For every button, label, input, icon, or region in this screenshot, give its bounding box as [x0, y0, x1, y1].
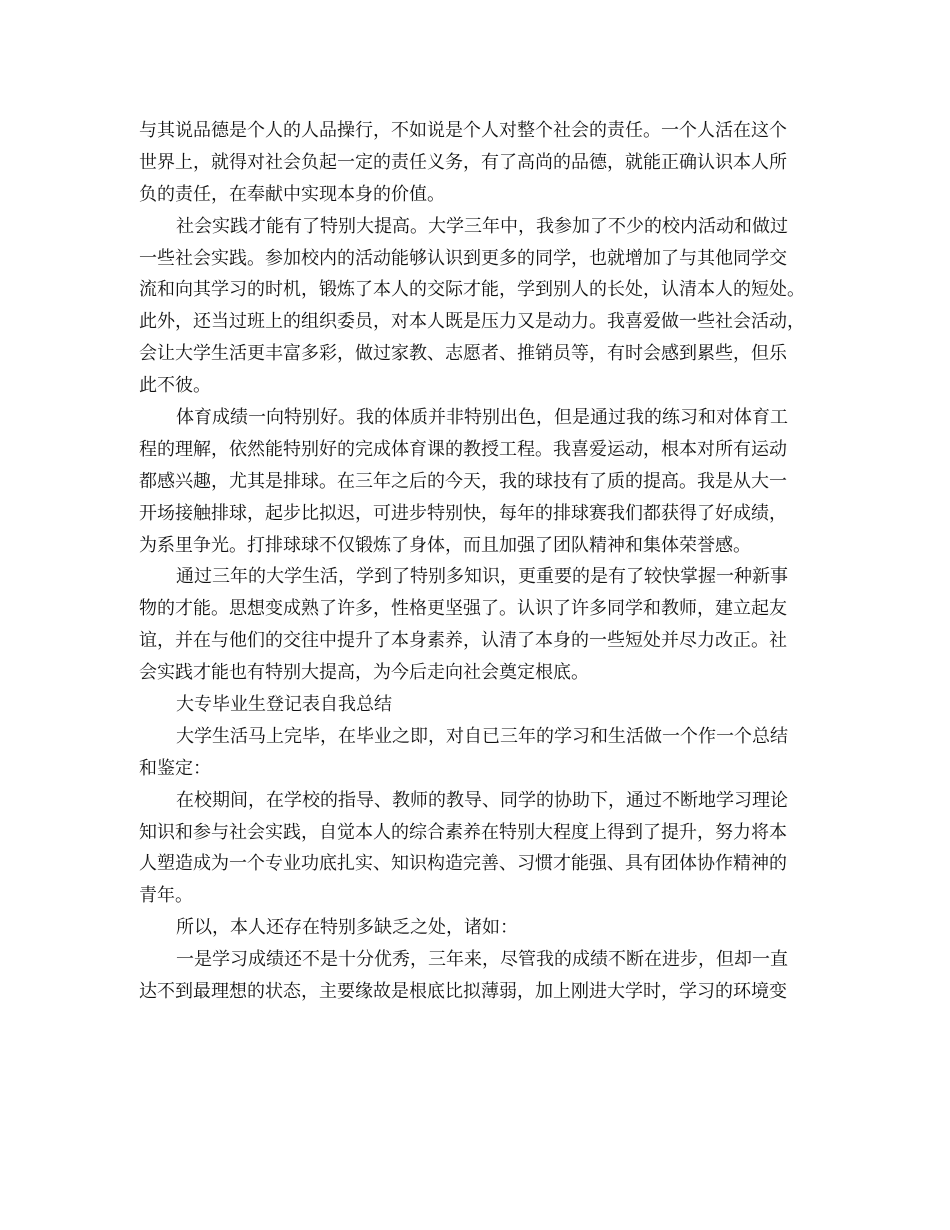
text-line: 流和向其学习的时机，锻炼了本人的交际才能，学到别人的长处，认清本人的短处。 — [139, 279, 805, 301]
text-line: 社会实践才能有了特别大提高。大学三年中，我参加了不少的校内活动和做过 — [176, 215, 788, 237]
text-line: 青年。 — [139, 885, 193, 907]
text-line: 一是学习成绩还不是十分优秀，三年来，尽管我的成绩不断在进步，但却一直 — [176, 949, 788, 971]
text-line: 会实践才能也有特别大提高，为今后走向社会奠定根底。 — [139, 662, 589, 684]
text-line: 为系里争光。打排球球不仅锻炼了身体，而且加强了团队精神和集体荣誉感。 — [139, 534, 751, 556]
text-line: 物的才能。思想变成熟了许多，性格更坚强了。认识了许多同学和教师，建立起友 — [139, 598, 787, 620]
text-line: 一些社会实践。参加校内的活动能够认识到更多的同学，也就增加了与其他同学交 — [139, 247, 787, 269]
text-line: 此外，还当过班上的组织委员，对本人既是压力又是动力。我喜爱做一些社会活动， — [139, 311, 805, 333]
text-line: 通过三年的大学生活，学到了特别多知识，更重要的是有了较快掌握一种新事 — [176, 566, 788, 588]
text-line: 会让大学生活更丰富多彩，做过家教、志愿者、推销员等，有时会感到累些，但乐 — [139, 343, 787, 365]
text-line: 负的责任，在奉献中实现本身的价值。 — [139, 183, 445, 205]
text-line: 所以，本人还存在特别多缺乏之处，诸如： — [176, 917, 518, 939]
text-line: 与其说品德是个人的人品操行，不如说是个人对整个社会的责任。一个人活在这个 — [139, 120, 787, 141]
text-line: 程的理解，依然能特别好的完成体育课的教授工程。我喜爱运动，根本对所有运动 — [139, 438, 787, 460]
text-line: 此不彼。 — [139, 375, 211, 397]
text-line: 在校期间，在学校的指导、教师的教导、同学的协助下，通过不断地学习理论 — [176, 789, 788, 811]
text-line: 知识和参与社会实践，自觉本人的综合素养在特别大程度上得到了提升，努力将本 — [139, 821, 787, 843]
text-line: 体育成绩一向特别好。我的体质并非特别出色，但是通过我的练习和对体育工 — [176, 407, 788, 429]
text-line: 大学生活马上完毕，在毕业之即，对自已三年的学习和生活做一个作一个总结 — [176, 725, 788, 747]
text-line: 人塑造成为一个专业功底扎实、知识构造完善、习惯才能强、具有团体协作精神的 — [139, 853, 787, 875]
text-line: 都感兴趣，尤其是排球。在三年之后的今天，我的球技有了质的提高。我是从大一 — [139, 470, 787, 492]
text-line: 达不到最理想的状态，主要缘故是根底比拟薄弱，加上刚进大学时，学习的环境变 — [139, 981, 787, 1003]
text-line: 世界上，就得对社会负起一定的责任义务，有了高尚的品德，就能正确认识本人所 — [139, 151, 787, 173]
text-line: 谊，并在与他们的交往中提升了本身素养，认清了本身的一些短处并尽力改正。社 — [139, 630, 787, 652]
text-line: 开场接触排球，起步比拟迟，可进步特别快，每年的排球赛我们都获得了好成绩， — [139, 502, 787, 524]
text-line: 和鉴定： — [139, 757, 211, 779]
text-line: 大专毕业生登记表自我总结 — [176, 694, 392, 716]
document-body — [139, 115, 819, 1008]
